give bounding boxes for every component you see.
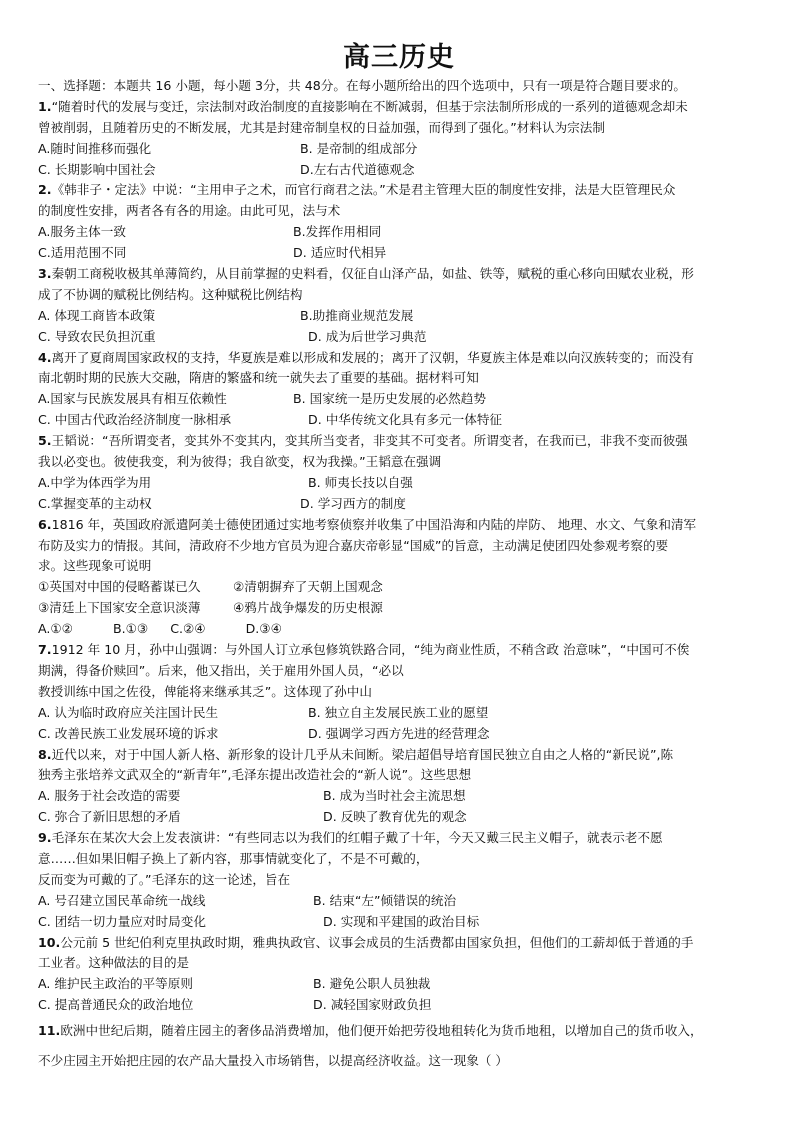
statement: ④鸦片战争爆发的历史根源 (233, 600, 383, 616)
question-1-stem (38, 97, 760, 118)
option[interactable]: D. 中华传统文化具有多元一体特征 (308, 412, 503, 428)
stem-line: 教授训练中国之佐役，俾能将来继承其乏”。这体现了孙中山 (38, 683, 372, 699)
option[interactable]: A.①② (38, 621, 73, 637)
option[interactable]: D. 适应时代相异 (293, 245, 387, 261)
stem-line: 反而变为可戴的了。”毛泽东的这一论述，旨在 (38, 871, 291, 887)
option[interactable]: D. 成为后世学习典范 (308, 328, 427, 344)
stem-line: 1816 年，英国政府派遣阿美士德使团通过实地考察侦察并收集了中国沿海和内陆的岸防、 地理、水文、气象和清军 (51, 516, 697, 532)
option[interactable]: D. 减轻国家财政负担 (313, 997, 432, 1013)
question-number: 1. (38, 98, 52, 114)
exam-page (38, 0, 760, 1076)
question-8-options-row (38, 786, 760, 807)
question-number: 8. (38, 746, 52, 762)
option[interactable]: B.发挥作用相同 (293, 224, 382, 240)
option[interactable]: C.掌握变革的主动权 (38, 495, 152, 511)
question-5-options-row (38, 494, 760, 515)
option[interactable]: C. 中国古代政治经济制度一脉相承 (38, 412, 232, 428)
stem-line: 成了不协调的赋税比例结构。这种赋税比例结构 (38, 286, 303, 302)
question-2-stem (38, 180, 760, 201)
option[interactable]: A. 维护民主政治的平等原则 (38, 976, 193, 992)
question-6-options-row (38, 619, 760, 640)
question-number: 9. (38, 830, 52, 846)
question-number: 6. (38, 516, 52, 532)
stem-line: 求。这些现象可说明 (38, 558, 152, 574)
question-10-stem (38, 933, 760, 954)
stem-line: 《韩非子・定法》中说：“主用申子之术，而官行商君之法。”术是君主管理大臣的制度性安排，法是大臣管理民众 (51, 182, 676, 198)
statement: ③清廷上下国家安全意识淡薄 (38, 600, 201, 616)
stem-line: 毛泽东在某次大会上发表演讲：“有些同志以为我们的红帽子戴了十年，今天又戴三民主义帽子，就表示老不愿 (51, 830, 663, 846)
option[interactable]: B.①③ (112, 621, 149, 637)
option[interactable]: A. 认为临时政府应关注国计民生 (38, 704, 219, 720)
option[interactable]: D.③④ (245, 621, 282, 637)
question-10-options-row (38, 995, 760, 1016)
option[interactable]: B. 成为当时社会主流思想 (323, 788, 466, 804)
question-5-options-row (38, 473, 760, 494)
option[interactable]: B.助推商业规范发展 (300, 307, 414, 323)
question-5-stem (38, 431, 760, 452)
question-9-options-row (38, 891, 760, 912)
option[interactable]: A. 体现工商皆本政策 (38, 307, 156, 323)
question-2-options-row (38, 243, 760, 264)
option[interactable]: B. 独立自主发展民族工业的愿望 (308, 704, 489, 720)
option[interactable]: C.适用范围不同 (38, 245, 127, 261)
question-number: 4. (38, 349, 52, 365)
question-4-options-row (38, 410, 760, 431)
question-7-options-row (38, 724, 760, 745)
stem-line: “随着时代的发展与变迁，宗法制对政治制度的直接影响在不断减弱，但基于宗法制所形成的一系列的道德观念却未 (51, 98, 688, 114)
question-2-options-row (38, 222, 760, 243)
option[interactable]: A.随时间推移而强化 (38, 140, 152, 156)
stem-line: 南北朝时期的民族大交融，隋唐的繁盛和统一就失去了重要的基础。据材料可知 (38, 370, 479, 386)
question-10-options-row (38, 974, 760, 995)
question-3-options-row (38, 327, 760, 348)
question-9-stem (38, 828, 760, 849)
question-3-options-row (38, 306, 760, 327)
stem-line: 曾被削弱，且随着历史的不断发展，尤其是封建帝制皇权的日益加强，而得到了强化。”材料认为宗法制 (38, 119, 605, 135)
question-number: 2. (38, 182, 52, 198)
option[interactable]: D. 实现和平建国的政治目标 (323, 913, 480, 929)
question-3-stem (38, 264, 760, 285)
option[interactable]: B. 结束“左”倾错误的统治 (313, 892, 457, 908)
option[interactable]: B. 是帝制的组成部分 (300, 140, 418, 156)
stem-line: 工业者。这种做法的目的是 (38, 955, 190, 971)
option[interactable]: C.②④ (170, 621, 206, 637)
stem-line: 欧洲中世纪后期，随着庄园主的奢侈品消费增加，他们便开始把劳役地租转化为货币地租，以增加自己的货币收入， (60, 1023, 703, 1039)
question-11-stem (38, 1016, 760, 1046)
stem-line: 公元前 5 世纪伯利克里执政时期，雅典执政官、议事会成员的生活费都由国家负担，但他们的工薪却低于普通的手 (60, 934, 694, 950)
question-4-options-row (38, 389, 760, 410)
statement: ②清朝摒弃了天朝上国观念 (233, 579, 383, 595)
option[interactable]: B. 国家统一是历史发展的必然趋势 (293, 391, 486, 407)
question-4-stem (38, 348, 760, 369)
question-number: 10. (38, 934, 61, 950)
question-7-stem (38, 640, 760, 661)
question-8-options-row (38, 807, 760, 828)
question-1-options-row (38, 160, 760, 181)
option[interactable]: B. 师夷长技以自强 (308, 474, 413, 490)
page-title: 高三历史 (343, 42, 455, 73)
option[interactable]: D. 强调学习西方先进的经营理念 (308, 725, 490, 741)
statement: ①英国对中国的侵略蓄谋已久 (38, 579, 201, 595)
stem-line: 不少庄园主开始把庄园的农产品大量投入市场销售，以提高经济收益。这一现象（ ） (38, 1053, 508, 1069)
option[interactable]: C. 团结一切力量应对时局变化 (38, 913, 206, 929)
option[interactable]: A.中学为体西学为用 (38, 474, 152, 490)
option[interactable]: C. 导致农民负担沉重 (38, 328, 156, 344)
option[interactable]: C. 提高普通民众的政治地位 (38, 997, 194, 1013)
option[interactable]: C. 弥合了新旧思想的矛盾 (38, 809, 181, 825)
stem-line: 期满，得备价赎回”。后来，他又指出，关于雇用外国人员，“必以 (38, 662, 404, 678)
stem-line: 王韬说：“吾所谓变者，变其外不变其内，变其所当变者，非变其不可变者。所谓变者，在我而已，非我不变而彼强 (51, 433, 688, 449)
stem-line: 离开了夏商周国家政权的支持，华夏族是难以形成和发展的；离开了汉朝，华夏族主体是难以向汉族转变的；而没有 (51, 349, 694, 365)
option[interactable]: A.国家与民族发展具有相互依赖性 (38, 391, 227, 407)
option[interactable]: B. 避免公职人员独裁 (313, 976, 431, 992)
question-number: 11. (38, 1023, 61, 1039)
question-1-options-row (38, 139, 760, 160)
stem-line: 的制度性安排，两者各有各的用途。由此可见，法与术 (38, 203, 341, 219)
stem-line: 1912 年 10 月，孙中山强调：与外国人订立承包修筑铁路合同，“纯为商业性质，不稍含政 治意味”，“中国可不俟 (51, 642, 690, 658)
option[interactable]: A. 服务于社会改造的需要 (38, 788, 181, 804)
option[interactable]: C. 改善民族工业发展环境的诉求 (38, 725, 219, 741)
option[interactable]: C. 长期影响中国社会 (38, 161, 156, 177)
question-8-stem (38, 745, 760, 766)
question-number: 5. (38, 433, 52, 449)
question-9-options-row (38, 912, 760, 933)
question-number: 7. (38, 642, 52, 658)
stem-line: 我以必变也。彼使我变，利为彼得；我自欲变，权为我操。”王韬意在强调 (38, 454, 442, 470)
stem-line: 独秀主张培养文武双全的“新青年”,毛泽东提出改造社会的“新人说”。这些思想 (38, 767, 472, 783)
question-number: 3. (38, 266, 52, 282)
option[interactable]: D. 学习西方的制度 (300, 495, 406, 511)
question-6-statements-row (38, 598, 760, 619)
stem-line: 近代以来，对于中国人新人格、新形象的设计几乎从未间断。梁启超倡导培育国民独立自由之人格的“新民说”,陈 (51, 746, 674, 762)
stem-line: 意……但如果旧帽子换上了新内容，那事情就变化了，不是不可戴的， (38, 850, 429, 866)
question-6-statements-row (38, 577, 760, 598)
question-list (38, 76, 760, 1076)
option[interactable]: A.服务主体一致 (38, 224, 126, 240)
stem-line: 布防及实力的情报。其间，清政府不少地方官员为迎合嘉庆帝彰显“国威”的旨意，主动满足使团四处参观考察的要 (38, 537, 669, 553)
stem-line: 秦朝工商税收极其单薄简约，从目前掌握的史料看，仅征自山泽产品，如盐、铁等，赋税的重心移向田赋农业税，形 (51, 266, 694, 282)
question-6-stem (38, 515, 760, 536)
option[interactable]: D. 反映了教育优先的观念 (323, 809, 467, 825)
option[interactable]: A. 号召建立国民革命统一战线 (38, 892, 206, 908)
option[interactable]: D.左右古代道德观念 (300, 161, 415, 177)
section-instruction: 一、选择题：本题共 16 小题，每小题 3分，共 48分。在每小题所给出的四个选项中，只有一项是符合题目要求的。 (38, 78, 686, 93)
question-7-options-row (38, 703, 760, 724)
